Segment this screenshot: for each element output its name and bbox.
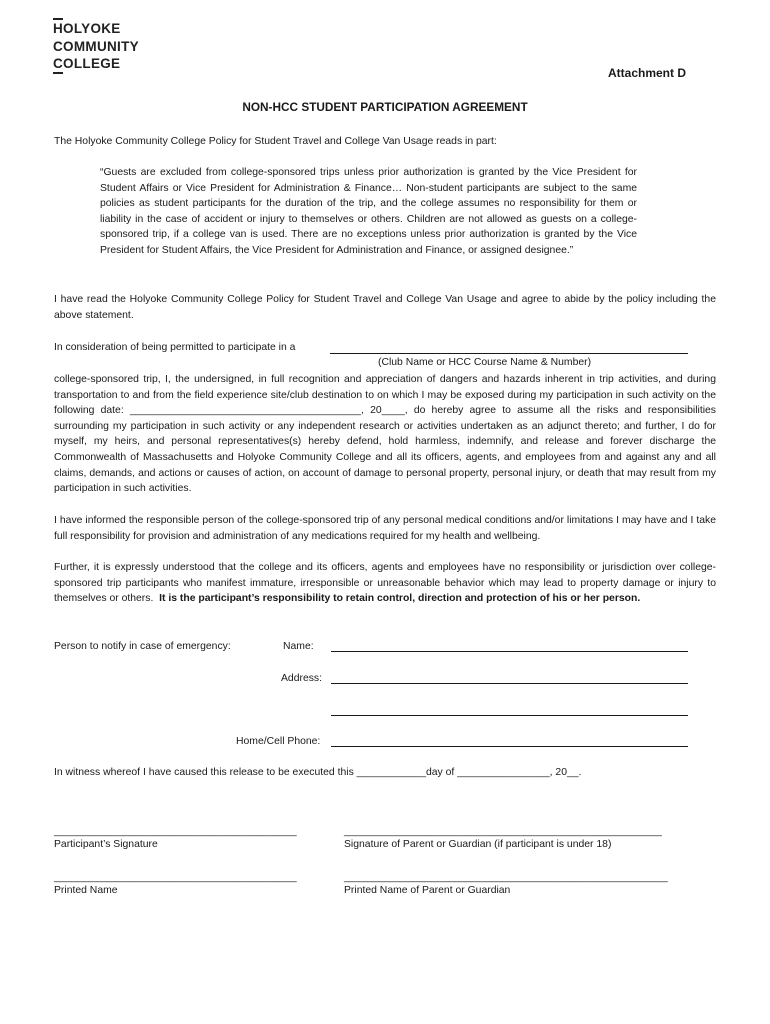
further-bold: It is the participant’s responsibility to retain control, direction and protection of his or her person. xyxy=(159,593,641,605)
page-title: NON-HCC STUDENT PARTICIPATION AGREEMENT xyxy=(242,100,528,114)
emergency-address-field[interactable] xyxy=(331,683,688,684)
college-logo xyxy=(53,20,139,73)
consideration-lead: In consideration of being permitted to participate in a xyxy=(54,342,296,353)
emergency-phone-field[interactable] xyxy=(331,746,688,747)
witness-statement: In witness whereof I have caused this release to be executed this ____________day of ________________, 20__. xyxy=(54,767,582,778)
further-text: Further, it is expressly understood that the college and its officers, agents and employees have no responsibility or jurisdiction over college-sponsored trip participants who manifest immature, irresponsible or unreasonable behavior which may lead to property damage or injury to themselves or others. xyxy=(54,562,716,605)
logo-text-3: COLLEGE xyxy=(53,56,121,71)
medical-statement: I have informed the responsible person of the college-sponsored trip of any personal medical conditions and/or limitations I may have and I take full responsibility for provision and administration of any medications required for my health and wellbeing. xyxy=(54,515,716,542)
consideration-body: college-sponsored trip, I, the undersigned, in full recognition and appreciation of dangers and hazards inherent in trip activities, and during transportation to and from the field experience site/club destination to on which I may be exposed during my participation in such activity on the following date: ________________________________________, 20____, do hereby agree to assume all the risks and responsibilities surrounding my participation in such activity or any independent research or activities undertaken as an adjunct thereto; and further, I do for myself, my heirs, and personal representatives(s) hereby defend, hold harmless, indemnify, and release and forever discharge the Commonwealth of Massachusetts and Holyoke Community College and all its officers, agents, and employees from and against any and all claims, demands, and actions or causes of action, on account of damage to personal property, personal injury, or death that may result from my participation in such activities. xyxy=(54,374,716,495)
logo-bar-top xyxy=(53,18,63,20)
intro-text: The Holyoke Community College Policy for Student Travel and College Van Usage reads in part: xyxy=(54,136,497,147)
printed-parent-label: Printed Name of Parent or Guardian xyxy=(344,885,511,896)
read-statement: I have read the Holyoke Community College Policy for Student Travel and College Van Usage and agree to abide by the policy including the above statement. xyxy=(54,294,716,321)
emergency-name-field[interactable] xyxy=(331,651,688,652)
name-label: Name: xyxy=(283,641,314,652)
logo-line-1 xyxy=(53,20,139,38)
printed-parent-line[interactable]: ________________________________________________________ xyxy=(344,872,668,883)
participant-signature-label: Participant’s Signature xyxy=(54,839,158,850)
parent-signature-line[interactable]: _______________________________________________________ xyxy=(344,826,662,837)
further-statement xyxy=(54,560,716,607)
printed-name-line[interactable]: __________________________________________ xyxy=(54,872,297,883)
parent-signature-label: Signature of Parent or Guardian (if participant is under 18) xyxy=(344,839,612,850)
emergency-label: Person to notify in case of emergency: xyxy=(54,641,231,652)
printed-name-label: Printed Name xyxy=(54,885,118,896)
address-label: Address: xyxy=(281,673,323,684)
logo-bar-bottom xyxy=(53,72,63,74)
club-name-field[interactable] xyxy=(330,353,688,354)
emergency-address-field-2[interactable] xyxy=(331,715,688,716)
logo-text-2: COMMUNITY xyxy=(53,38,139,54)
participant-signature-line[interactable]: __________________________________________ xyxy=(54,826,297,837)
logo-text-1: HOLYOKE xyxy=(53,21,121,36)
club-name-sublabel: (Club Name or HCC Course Name & Number) xyxy=(378,357,592,368)
attachment-label: Attachment D xyxy=(607,66,686,80)
logo-line-2 xyxy=(53,38,139,56)
phone-label: Home/Cell Phone: xyxy=(236,736,321,747)
policy-quote: “Guests are excluded from college-sponsored trips unless prior authorization is granted by the Vice President for Student Affairs or Vice President for Administration & Finance… Non-student participants are subject to the same policies as student participants for the duration of the trip, and the college assumes no responsibility for them or liability in the case of accident or injury to themselves or others. Children are not allowed as guests on a college-sponsored trip, if a college van is used. There are no exceptions unless prior authorization is granted by the Vice President for Student Affairs, the Vice President for Administration and Finance, or assigned designee.” xyxy=(100,167,637,256)
logo-line-3 xyxy=(53,55,139,73)
